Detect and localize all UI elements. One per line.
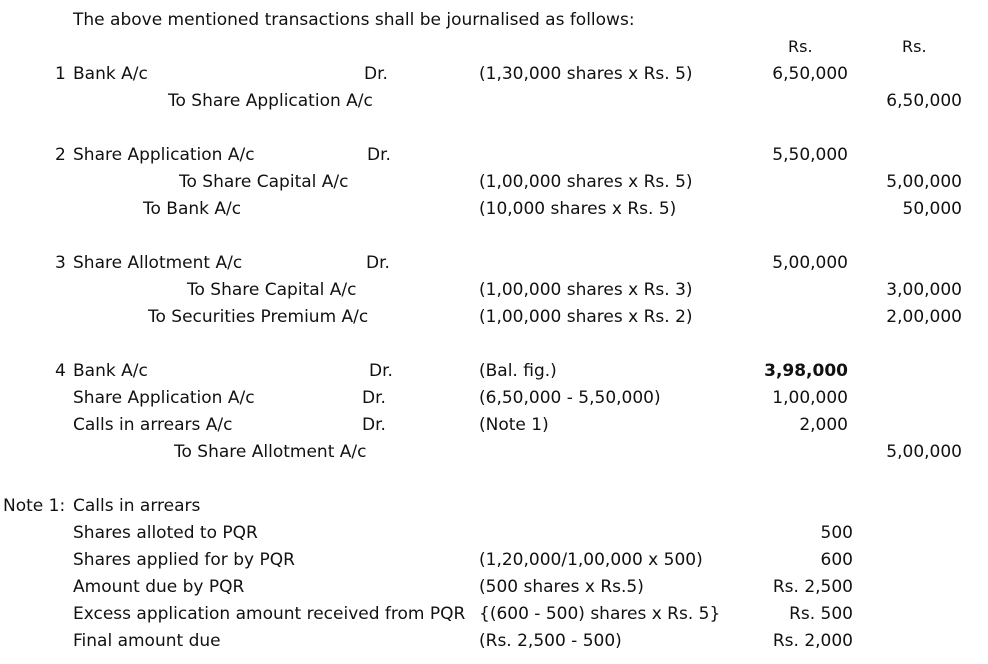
account-name: To Bank A/c xyxy=(143,199,242,219)
account-name: To Share Allotment A/c xyxy=(174,442,367,462)
narration: (1,30,000 shares x Rs. 5) xyxy=(479,64,693,84)
account-name: Bank A/c xyxy=(73,64,148,84)
credit-amount: 3,00,000 xyxy=(886,280,962,300)
dr-marker: Dr. xyxy=(367,145,391,165)
note-item: Shares alloted to PQR xyxy=(73,523,258,543)
note-calc: (500 shares x Rs.5) xyxy=(479,577,644,597)
account-name: Share Application A/c xyxy=(73,388,255,408)
note-calc: {(600 - 500) shares x Rs. 5} xyxy=(479,604,721,624)
note-value: Rs. 2,000 xyxy=(772,631,853,651)
note-title: Calls in arrears xyxy=(73,496,201,516)
narration: (Note 1) xyxy=(479,415,549,435)
credit-amount: 5,00,000 xyxy=(886,442,962,462)
note-label: Note 1: xyxy=(3,496,66,516)
note-value: Rs. 500 xyxy=(789,604,853,624)
note-item: Final amount due xyxy=(73,631,221,651)
note-item: Amount due by PQR xyxy=(73,577,245,597)
note-value: 600 xyxy=(820,550,853,570)
narration: (1,00,000 shares x Rs. 2) xyxy=(479,307,693,327)
note-calc: (1,20,000/1,00,000 x 500) xyxy=(479,550,703,570)
debit-amount: 6,50,000 xyxy=(772,64,848,84)
debit-amount: 1,00,000 xyxy=(772,388,848,408)
credit-column-header: Rs. xyxy=(902,37,927,56)
entry-number: 2 xyxy=(55,145,66,165)
debit-column-header: Rs. xyxy=(788,37,813,56)
credit-amount: 6,50,000 xyxy=(886,91,962,111)
debit-amount: 5,50,000 xyxy=(772,145,848,165)
note-value: 500 xyxy=(820,523,853,543)
narration: (1,00,000 shares x Rs. 3) xyxy=(479,280,693,300)
dr-marker: Dr. xyxy=(362,388,386,408)
note-item: Shares applied for by PQR xyxy=(73,550,295,570)
narration: (10,000 shares x Rs. 5) xyxy=(479,199,677,219)
debit-amount-bold: 3,98,000 xyxy=(764,361,848,381)
dr-marker: Dr. xyxy=(366,253,390,273)
account-name: Share Allotment A/c xyxy=(73,253,243,273)
account-name: To Securities Premium A/c xyxy=(148,307,369,327)
note-value: Rs. 2,500 xyxy=(772,577,853,597)
credit-amount: 50,000 xyxy=(902,199,962,219)
debit-amount: 5,00,000 xyxy=(772,253,848,273)
account-name: To Share Capital A/c xyxy=(187,280,357,300)
note-calc: (Rs. 2,500 - 500) xyxy=(479,631,622,651)
dr-marker: Dr. xyxy=(364,64,388,84)
account-name: Bank A/c xyxy=(73,361,148,381)
dr-marker: Dr. xyxy=(362,415,386,435)
credit-amount: 5,00,000 xyxy=(886,172,962,192)
account-name: Share Application A/c xyxy=(73,145,255,165)
narration: (1,00,000 shares x Rs. 5) xyxy=(479,172,693,192)
account-name: To Share Application A/c xyxy=(168,91,373,111)
debit-amount: 2,000 xyxy=(799,415,848,435)
dr-marker: Dr. xyxy=(369,361,393,381)
account-name: Calls in arrears A/c xyxy=(73,415,233,435)
account-name: To Share Capital A/c xyxy=(179,172,349,192)
entry-number: 4 xyxy=(55,361,66,381)
page-heading: The above mentioned transactions shall be journalised as follows: xyxy=(73,10,635,30)
entry-number: 3 xyxy=(55,253,66,273)
entry-number: 1 xyxy=(55,64,66,84)
credit-amount: 2,00,000 xyxy=(886,307,962,327)
narration: (Bal. fig.) xyxy=(479,361,557,381)
note-item: Excess application amount received from PQR xyxy=(73,604,466,624)
narration: (6,50,000 - 5,50,000) xyxy=(479,388,661,408)
